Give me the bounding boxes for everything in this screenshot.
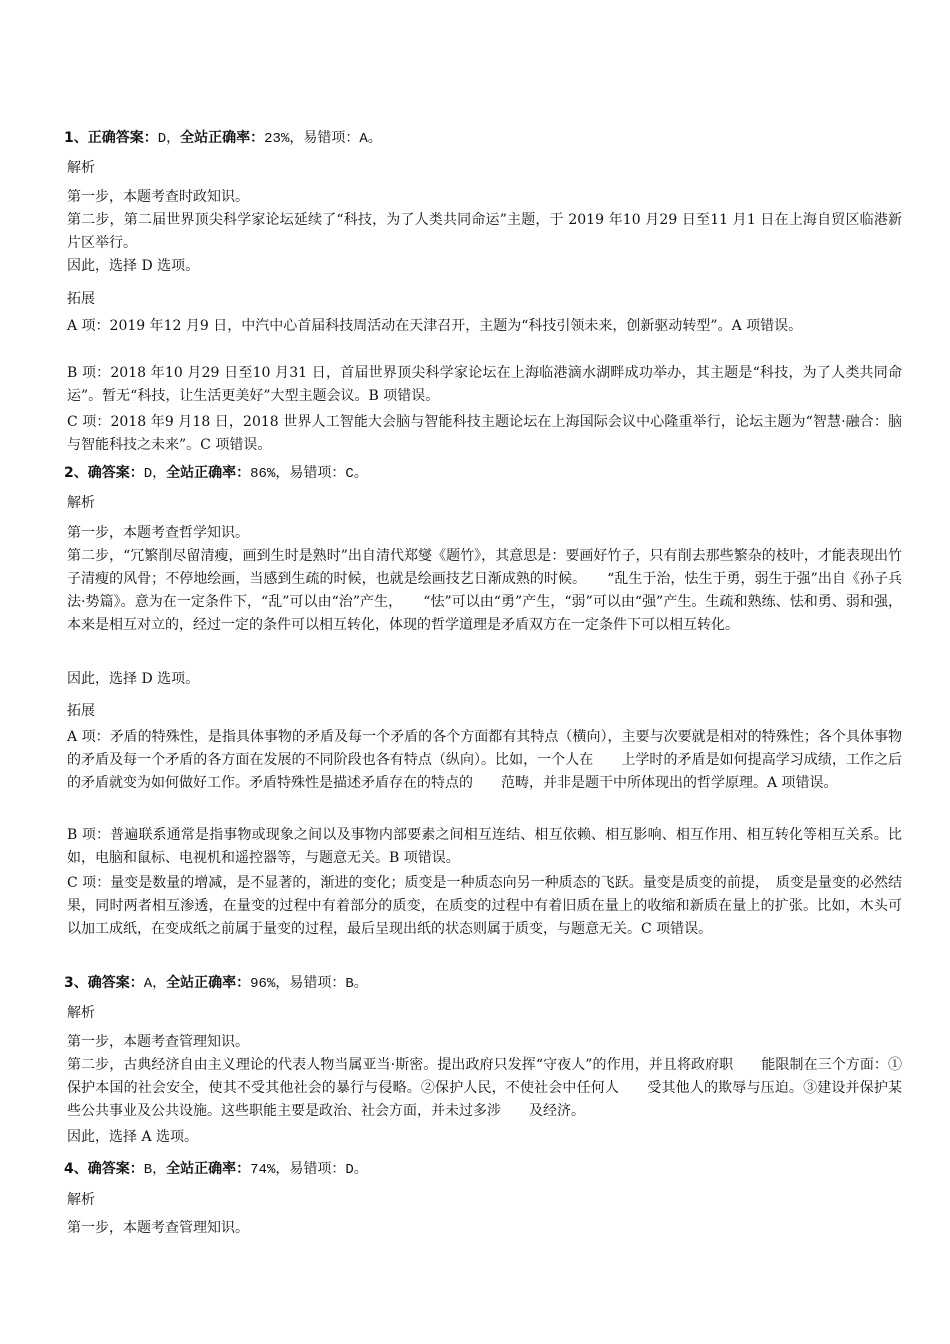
accuracy-value: 86%，易错项：C。 xyxy=(250,466,368,482)
accuracy-label: 全站正确率： xyxy=(166,1161,251,1177)
expand-heading: 拓展 xyxy=(67,703,95,719)
step-2: 第二步，第二届世界顶尖科学家论坛延续了“科技，为了人类共同命运”主题，于 2019 年10 月29 日至11 月1 日在上海自贸区临港新片区举行。 xyxy=(67,212,902,251)
option-b-explanation: B 项：普遍联系通常是指事物或现象之间以及事物内部要素之间相互连结、相互依赖、相互影响、相互作用、相互转化等相互关系。比如，电脑和鼠标、电视机和遥控器等，与题意无关。B 项错误。 xyxy=(67,827,902,866)
conclusion: 因此，选择 A 选项。 xyxy=(67,1129,199,1145)
conclusion: 因此，选择 D 选项。 xyxy=(67,671,200,687)
accuracy-label: 全站正确率： xyxy=(166,975,251,991)
answer-value: D， xyxy=(157,131,181,147)
accuracy-label: 全站正确率： xyxy=(166,465,251,481)
question-1-header xyxy=(64,128,382,149)
option-c-explanation: C 项：量变是数量的增减，是不显著的，渐进的变化；质变是一种质态向另一种质态的飞跃。量变是质变的前提， 质变是量变的必然结果，同时两者相互渗透，在量变的过程中有着部分的质变，在质变的过程中有着旧质在量上的收缩和新质在量上的扩张。比如，木头可以加工成纸，在变成纸之前属于量变的过程，最后呈现出纸的状态则属于质变，与题意无关。C 项错误。 xyxy=(67,875,902,937)
accuracy-value: 23%，易错项：A。 xyxy=(264,131,382,147)
analysis-heading: 解析 xyxy=(67,160,95,176)
option-c-explanation: C 项：2018 年9 月18 日，2018 世界人工智能大会脑与智能科技主题论坛在上海国际会议中心隆重举行，论坛主题为“智慧·融合：脑与智能科技之未来”。C 项错误。 xyxy=(67,414,902,453)
answer-value: A， xyxy=(143,976,167,992)
answer-label: 确答案： xyxy=(87,465,144,481)
conclusion: 因此，选择 D 选项。 xyxy=(67,258,200,274)
expand-heading: 拓展 xyxy=(67,291,95,307)
question-3-header xyxy=(64,973,368,994)
accuracy-value: 96%，易错项：B。 xyxy=(250,976,368,992)
analysis-heading: 解析 xyxy=(67,495,95,511)
accuracy-value: 74%，易错项：D。 xyxy=(250,1162,368,1178)
option-a-explanation: A 项：矛盾的特殊性，是指具体事物的矛盾及每一个矛盾的各个方面都有其特点（横向），主要与次要就是相对的特殊性；各个具体事物的矛盾及每一个矛盾的各方面在发展的不同阶段也各有特点（纵向）。比如，一个人在 上学时的矛盾是如何提高学习成绩，工作之后的矛盾就变为如何做好工作。矛盾特殊性是描述矛盾存在的特点的 范畴，并非是题干中所体现出的哲学原理。A 项错误。 xyxy=(67,729,902,791)
analysis-heading: 解析 xyxy=(67,1192,95,1208)
step-2: 第二步，古典经济自由主义理论的代表人物当属亚当·斯密。提出政府只发挥“守夜人”的作用，并且将政府职 能限制在三个方面：①保护本国的社会安全，使其不受其他社会的暴行与侵略。②保护人民，不使社会中任何人 受其他人的欺辱与压迫。③建设并保护某些公共事业及公共设施。这些职能主要是政治、社会方面，并未过多涉 及经济。 xyxy=(67,1057,902,1119)
option-b-explanation: B 项：2018 年10 月29 日至10 月31 日，首届世界顶尖科学家论坛在上海临港滴水湖畔成功举办，其主题是“科技，为了人类共同命运”。暂无“科技，让生活更美好”大型主题会议。B 项错误。 xyxy=(67,365,902,404)
step-2: 第二步，“冗繁削尽留清瘦，画到生时是熟时”出自清代郑燮《题竹》，其意思是：要画好竹子，只有削去那些繁杂的枝叶，才能表现出竹子清瘦的风骨；不停地绘画，当感到生疏的时候，也就是绘画技艺日渐成熟的时候。 “乱生于治，怯生于勇，弱生于强”出自《孙子兵法·势篇》。意为在一定条件下，“乱”可以由“治”产生， “怯”可以由“勇”产生，“弱”可以由“强”产生。生疏和熟练、怯和勇、弱和强，本来是相互对立的，经过一定的条件可以相互转化，体现的哲学道理是矛盾双方在一定条件下可以相互转化。 xyxy=(67,548,902,633)
question-number: 3、 xyxy=(64,975,88,991)
step-1: 第一步，本题考查时政知识。 xyxy=(67,189,249,205)
option-a-explanation: A 项：2019 年12 月9 日，中汽中心首届科技周活动在天津召开，主题为“科技引领未来，创新驱动转型”。A 项错误。 xyxy=(67,318,803,334)
answer-label: 确答案： xyxy=(87,975,144,991)
step-1: 第一步，本题考查哲学知识。 xyxy=(67,525,249,541)
analysis-heading: 解析 xyxy=(67,1005,95,1021)
accuracy-label: 全站正确率： xyxy=(180,130,265,146)
question-number: 2、 xyxy=(64,465,88,481)
step-1: 第一步，本题考查管理知识。 xyxy=(67,1034,249,1050)
question-number: 4、 xyxy=(64,1161,88,1177)
question-4-header xyxy=(64,1159,368,1180)
answer-value: D， xyxy=(143,466,167,482)
answer-label: 正确答案： xyxy=(87,130,158,146)
step-1: 第一步，本题考查管理知识。 xyxy=(67,1220,249,1236)
answer-label: 确答案： xyxy=(87,1161,144,1177)
answer-value: B， xyxy=(143,1162,167,1178)
question-number: 1、 xyxy=(64,130,88,146)
question-2-header xyxy=(64,463,368,484)
